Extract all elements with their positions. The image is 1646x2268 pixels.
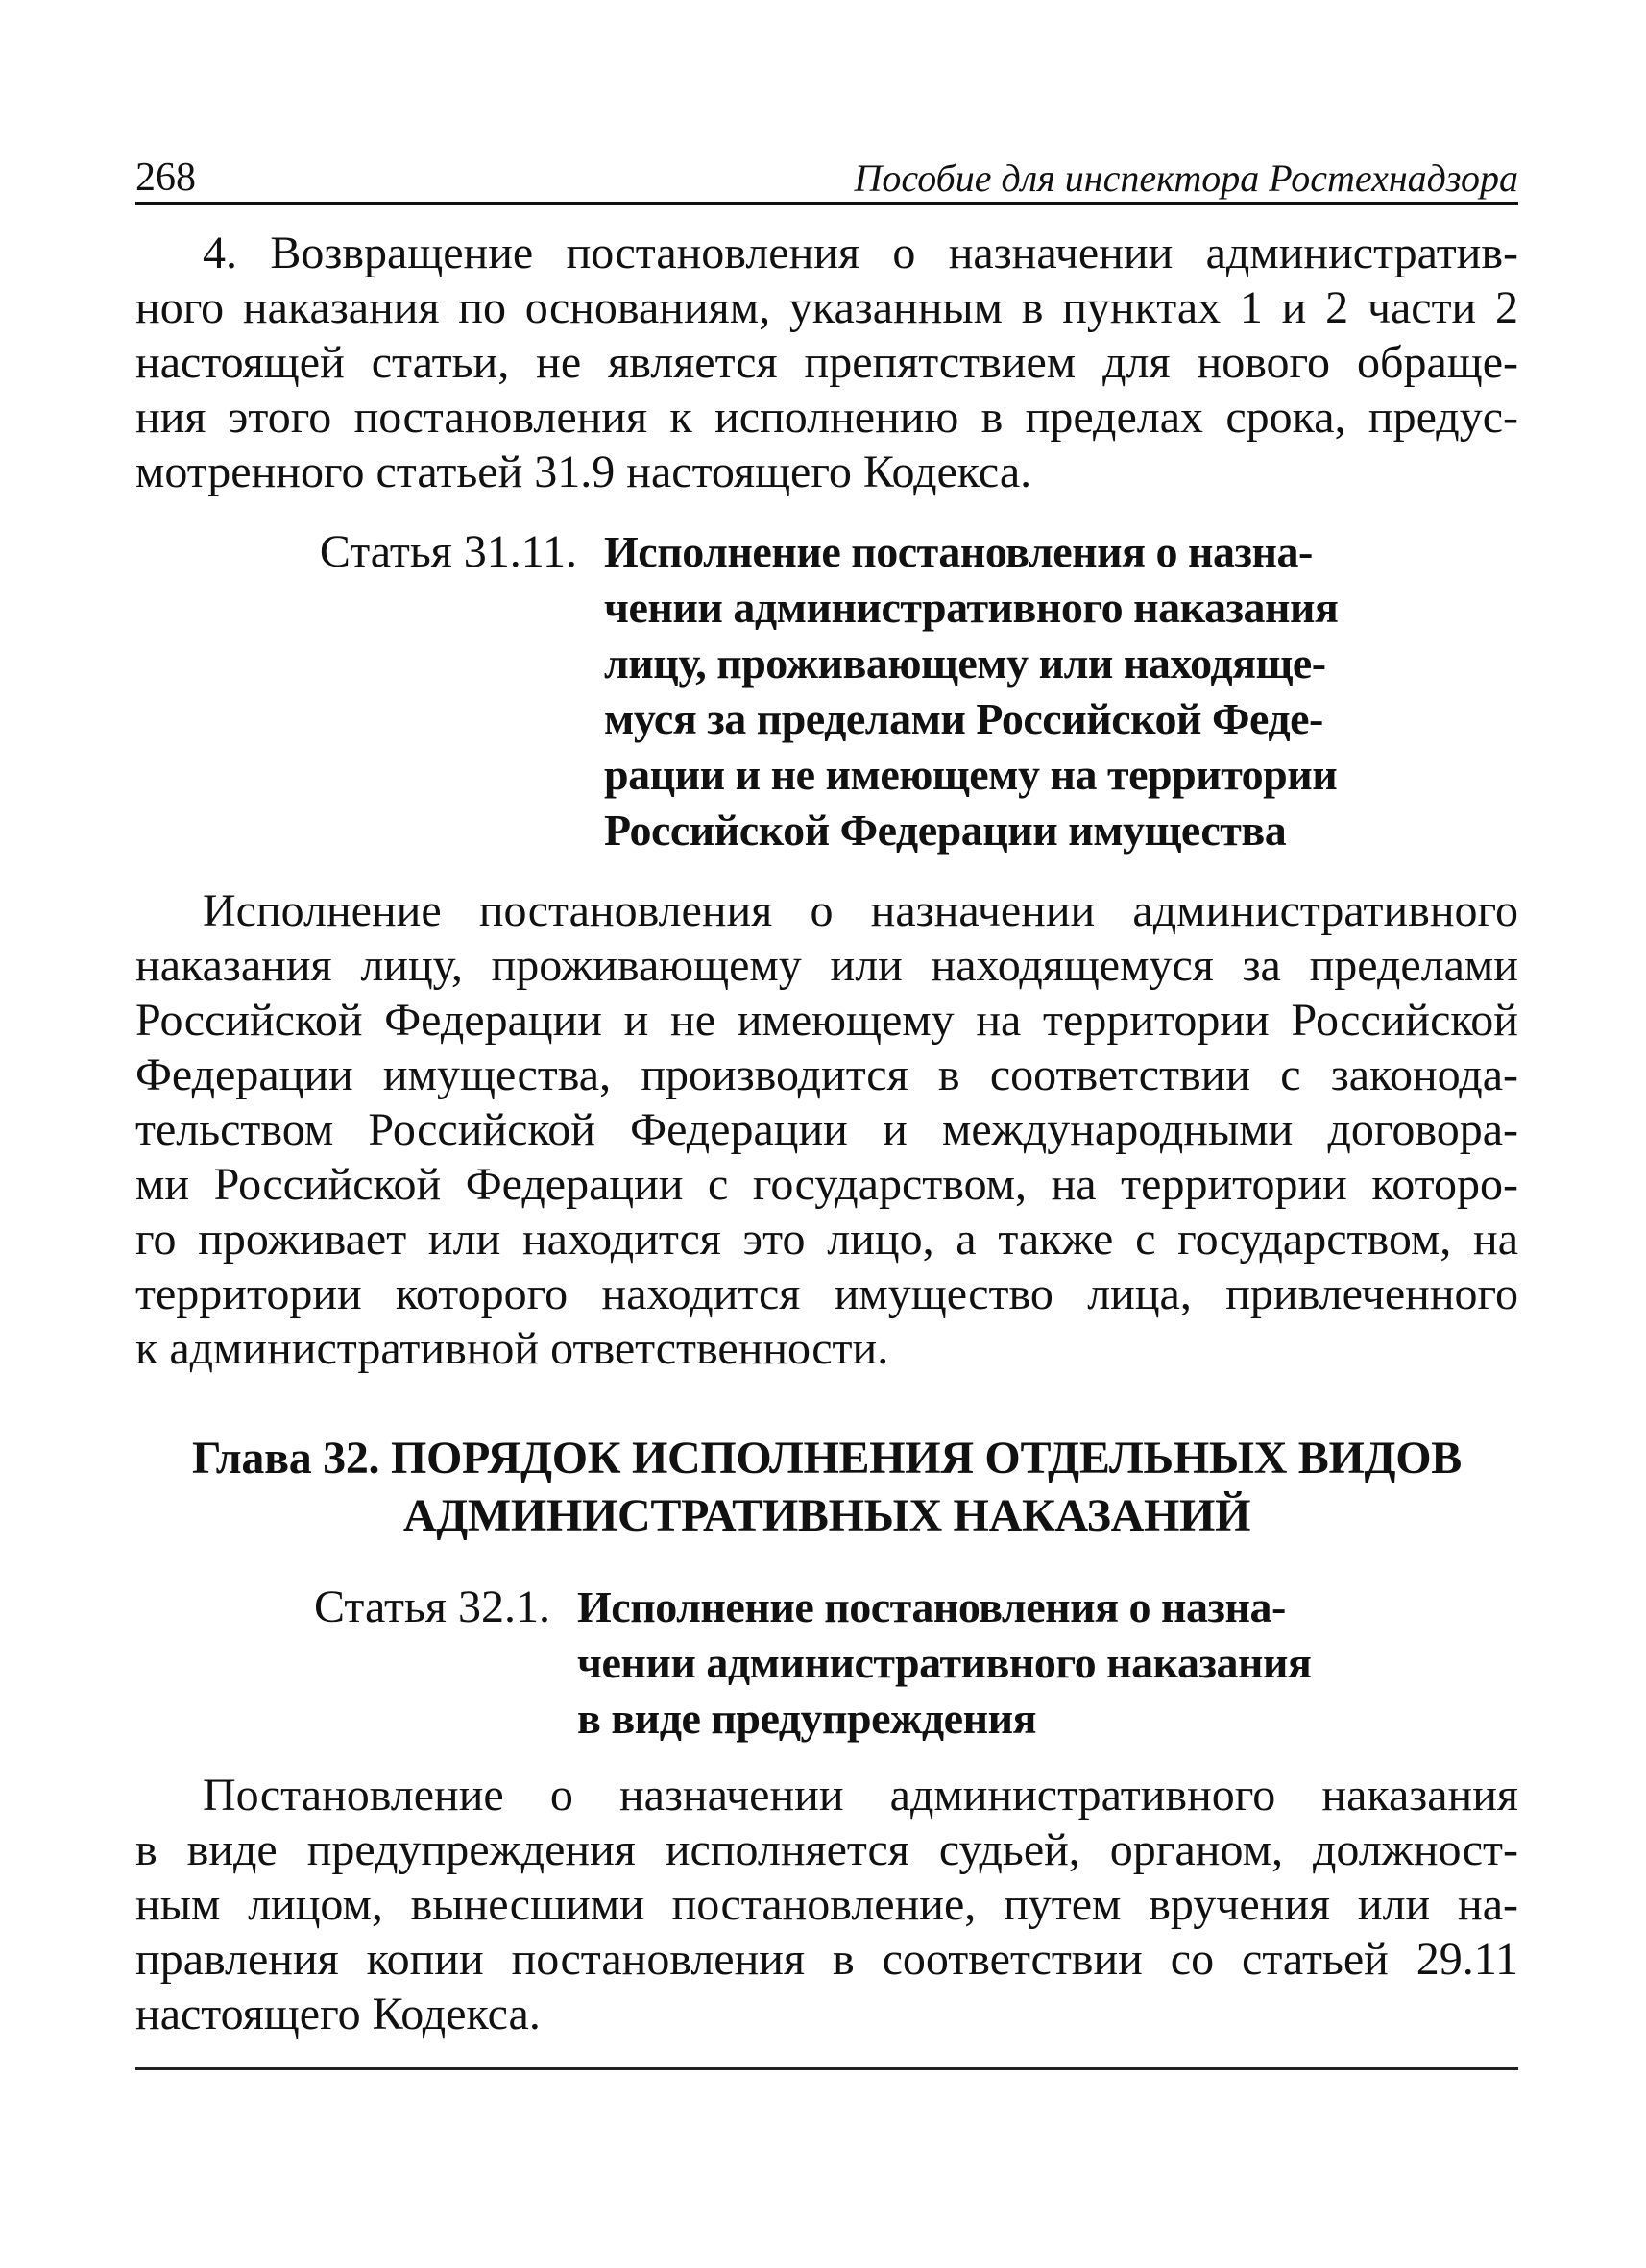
page-number: 268 (135, 156, 196, 200)
title-line: чении административного наказания (577, 1638, 1312, 1687)
paragraph-article-31-10-part-4 (135, 226, 1518, 499)
bottom-rule (135, 2067, 1518, 2070)
text-line: настоящего Кодекса. (135, 1989, 541, 2039)
running-header (135, 144, 1518, 205)
text-line: тельством Российской Федерации и международными договора- (135, 1104, 1518, 1155)
article-32-1-heading (135, 1580, 1518, 1747)
text-line: ми Российской Федерации с государством, на территории которо- (135, 1159, 1518, 1210)
text-line: к административной ответственности. (135, 1323, 889, 1374)
text-line: Федерации имущества, производится в соответствии с законода- (135, 1050, 1518, 1100)
text-line: территории которого находится имущество лица, привлеченного (135, 1268, 1518, 1319)
text-line: ния этого постановления к исполнению в пределах срока, предус- (135, 392, 1518, 443)
article-title (604, 524, 1338, 858)
title-line: лицу, проживающему или находяще- (604, 639, 1326, 688)
article-31-11-heading (135, 524, 1518, 858)
title-line: муся за пределами Российской Феде- (604, 694, 1323, 743)
running-header-title: Пособие для инспектора Ростехнадзора (854, 157, 1518, 200)
book-page (135, 144, 1518, 2218)
text-line: наказания лицу, проживающему или находящемуся за пределами (135, 940, 1518, 991)
paragraph-article-32-1 (135, 1768, 1518, 2041)
text-line: настоящей статьи, не является препятствием для нового обраще- (135, 337, 1518, 388)
title-line: Исполнение постановления о назна- (604, 527, 1313, 576)
text-line: ным лицом, вынесшими постановление, путем вручения или на- (135, 1879, 1518, 1930)
text-line: правления копии постановления в соответствии со статьей 29.11 (135, 1934, 1518, 1985)
article-title (577, 1580, 1311, 1747)
text-line: мотренного статьей 31.9 настоящего Кодекса. (135, 446, 1032, 497)
text-line: в виде предупреждения исполняется судьей, органом, должност- (135, 1824, 1518, 1875)
article-label: Статья 32.1. (314, 1581, 550, 1632)
title-line: чении административного наказания (604, 583, 1339, 632)
title-line: рации и не имеющему на территории (604, 750, 1338, 799)
title-line: Исполнение постановления о назна- (577, 1582, 1286, 1631)
paragraph-article-31-11 (135, 883, 1518, 1376)
title-line: Российской Федерации имущества (604, 806, 1287, 855)
text-line: ного наказания по основаниям, указанным в пунктах 1 и 2 части 2 (135, 282, 1518, 333)
text-line: Постановление о назначении административного наказания (203, 1770, 1518, 1821)
chapter-heading-line: АДМИНИСТРАТИВНЫХ НАКАЗАНИЙ (402, 1490, 1251, 1541)
text-line: Российской Федерации и не имеющему на территории Российской (135, 995, 1518, 1046)
title-line: в виде предупреждения (577, 1694, 1036, 1743)
article-label: Статья 31.11. (319, 526, 577, 577)
text-line: го проживает или находится это лицо, а также с государством, на (135, 1214, 1518, 1265)
chapter-32-heading (135, 1430, 1518, 1545)
text-line: 4. Возвращение постановления о назначении административ- (203, 228, 1518, 278)
text-line: Исполнение постановления о назначении административного (203, 885, 1518, 936)
chapter-heading-line: Глава 32. ПОРЯДОК ИСПОЛНЕНИЯ ОТДЕЛЬНЫХ ВИДОВ (191, 1433, 1463, 1484)
